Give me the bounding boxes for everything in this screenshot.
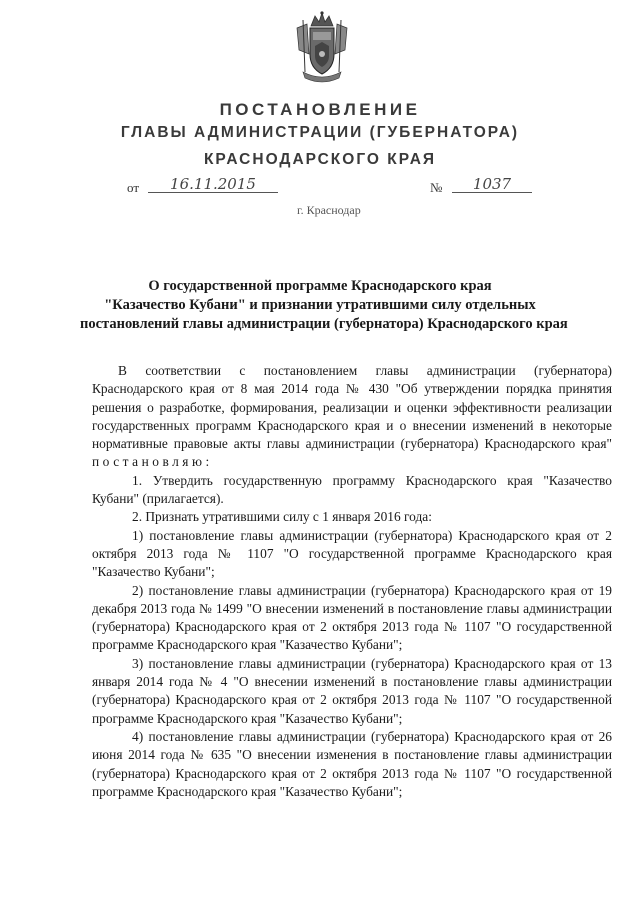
resolve-word: постановляю:	[92, 454, 213, 470]
title-line-3: постановлений главы администрации (губернатора) Краснодарского края	[80, 316, 568, 332]
document-body	[92, 362, 612, 801]
list-item-3: 3) постановление главы администрации (губернатора) Краснодарского края от 13 января 2014 года № 4 "О внесении изменений в постановление главы администрации (губернатора) Краснодарского края от 2 октября 2013 года № 1107 "О государственной программе Краснодарского края "Казачество Кубани";	[92, 655, 612, 726]
intro-text: В соответствии с постановлением главы администрации (губернатора) Краснодарского края от 8 мая 2014 года № 430 "Об утверждении порядка принятия решения о разработке, формирования, реализации и оценки эффективности реализации государственных программ Краснодарского края и о внесении изменений в некоторые нормативные правовые акты главы администрации (губернатора) Краснодарского края"	[92, 363, 612, 452]
document-title	[80, 277, 568, 334]
region-heading: КРАСНОДАРСКОГО КРАЯ	[203, 151, 437, 168]
list-item-4: 4) постановление главы администрации (губернатора) Краснодарского края от 26 июня 2014 года № 635 "О внесении изменения в постановление главы администрации (губернатора) Краснодарского края от 2 октября 2013 года № 1107 "О государственной программе Краснодарского края "Казачество Кубани";	[92, 728, 612, 799]
title-line-2: "Казачество Кубани" и признании утратившими силу отдельных	[104, 297, 536, 313]
list-item-1: 1) постановление главы администрации (губернатора) Краснодарского края от 2 октября 2013 года № 1107 "О государственной программе Краснодарского края "Казачество Кубани";	[92, 527, 612, 580]
document-type-heading: ПОСТАНОВЛЕНИЕ	[219, 100, 421, 119]
handwritten-number: 1037	[452, 176, 532, 193]
handwritten-date: 16.11.2015	[148, 176, 278, 193]
paragraph-1: 1. Утвердить государственную программу Краснодарского края "Казачество Кубани" (прилагается).	[92, 472, 612, 507]
issuer-heading: ГЛАВЫ АДМИНИСТРАЦИИ (ГУБЕРНАТОРА)	[120, 124, 520, 141]
intro-paragraph	[92, 362, 612, 472]
title-line-1: О государственной программе Краснодарского края	[148, 278, 492, 294]
paragraph-2: 2. Признать утратившими силу с 1 января 2016 года:	[132, 509, 432, 525]
date-label: от	[127, 180, 140, 195]
list-item-2: 2) постановление главы администрации (губернатора) Краснодарского края от 19 декабря 2013 года № 1499 "О внесении изменений в постановление главы администрации (губернатора) Краснодарского края от 2 октября 2013 года № 1107 "О государственной программе Краснодарского края "Казачество Кубани";	[92, 582, 612, 653]
city-label: г. Краснодар	[297, 203, 361, 217]
coat-of-arms-emblem	[293, 10, 351, 84]
number-label: №	[430, 180, 443, 195]
